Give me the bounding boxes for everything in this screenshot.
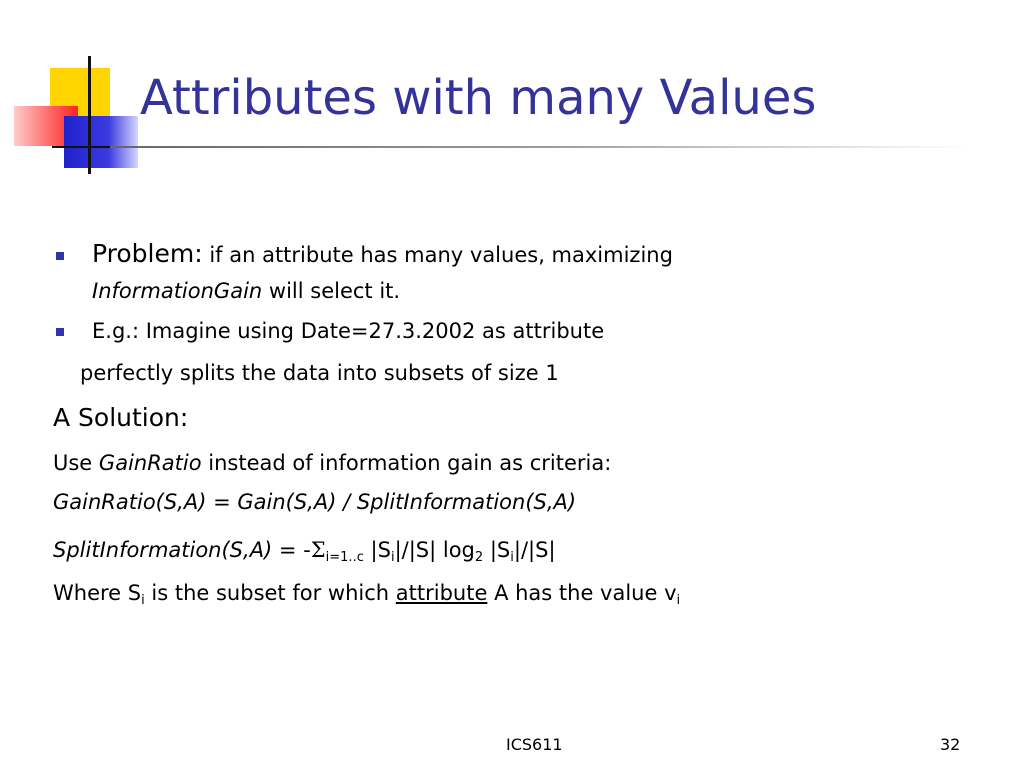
where-part-3: A has the value v	[494, 581, 677, 605]
footer-course: ICS611	[506, 735, 563, 754]
formula-part-1: |S	[370, 538, 391, 562]
where-line	[53, 581, 681, 608]
title-divider	[110, 146, 970, 148]
information-gain-term: InformationGain	[92, 279, 263, 303]
subscript-i-2: i	[510, 550, 514, 565]
where-part-2: is the subset for which	[151, 581, 390, 605]
footer-page-number: 32	[940, 735, 961, 754]
slide-title: Attributes with many Values	[140, 70, 817, 126]
use-prefix: Use	[53, 451, 93, 475]
use-suffix: instead of information gain as criteria:	[208, 451, 612, 475]
gain-ratio-formula: GainRatio(S,A) = Gain(S,A) / SplitInformation(S,A)	[53, 490, 577, 514]
subscript-i-1: i	[390, 550, 395, 565]
minus-sign: -	[303, 538, 311, 562]
example-continuation: perfectly splits the data into subsets of size 1	[80, 361, 559, 385]
use-gainratio-line	[53, 453, 611, 474]
where-subscript-v: i	[676, 593, 681, 608]
sigma-symbol: Σ	[310, 538, 326, 562]
attribute-underlined: attribute	[395, 581, 488, 605]
where-part-1: Where S	[53, 581, 142, 605]
formula-part-4: |/|S|	[513, 538, 556, 562]
bullet-problem-line2	[92, 281, 400, 302]
problem-text: if an attribute has many values, maximizing	[209, 243, 673, 267]
slide-logo-graphic	[0, 0, 150, 180]
where-subscript-i: i	[141, 593, 145, 608]
gain-ratio-term: GainRatio	[98, 451, 202, 475]
logo-vertical-line	[88, 56, 91, 174]
problem-lead: Problem:	[92, 239, 203, 268]
problem-text-rest: will select it.	[268, 279, 401, 303]
bullet-problem-line1	[92, 241, 673, 266]
log-base-subscript: 2	[474, 550, 484, 565]
split-info-lhs: SplitInformation(S,A) =	[53, 538, 297, 562]
solution-heading: A Solution:	[53, 403, 189, 432]
sigma-subscript: i=1..c	[325, 550, 364, 565]
formula-part-2: |/|S| log	[394, 538, 475, 562]
bullet-example: E.g.: Imagine using Date=27.3.2002 as attribute	[92, 319, 605, 343]
split-information-formula	[53, 538, 556, 565]
bullet-marker-2	[56, 328, 64, 336]
bullet-marker-1	[56, 252, 64, 260]
formula-part-3: |S	[489, 538, 511, 562]
logo-blue-square	[64, 116, 138, 168]
